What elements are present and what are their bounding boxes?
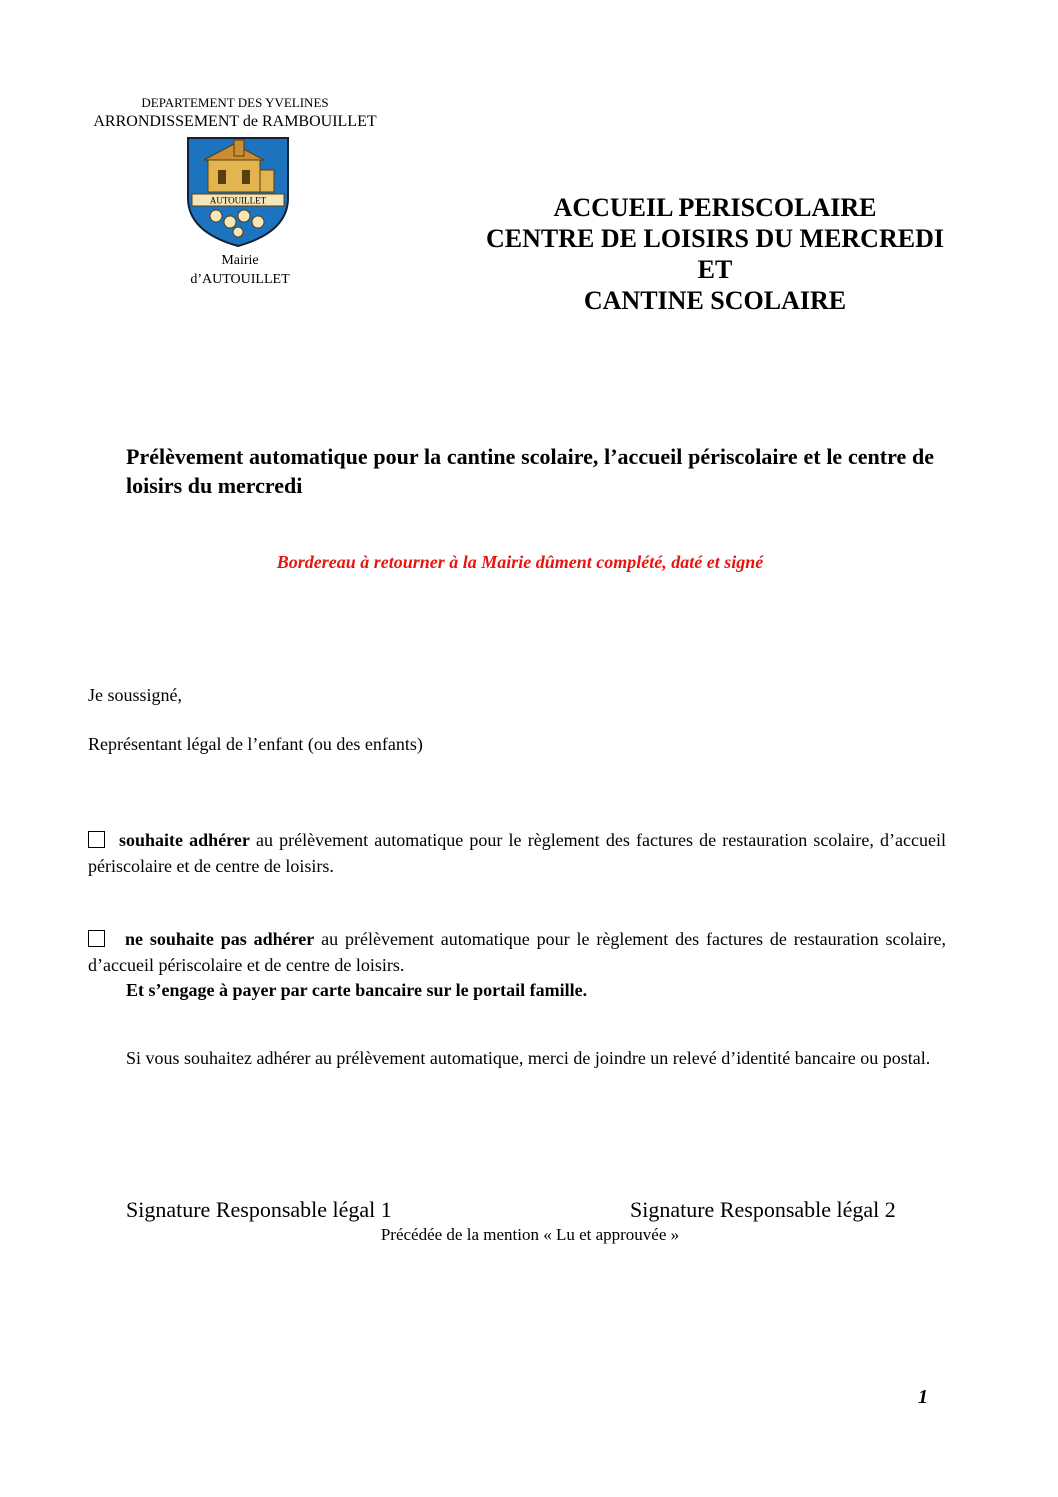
document-title [440,192,990,316]
mairie-line-2: d’AUTOUILLET [190,272,290,287]
rib-note: Si vous souhaitez adhérer au prélèvement automatique, merci de joindre un relevé d’identité bancaire ou postal. [126,1048,931,1068]
choice-adhere [88,827,946,879]
mairie-line-1: Mairie [221,253,259,268]
choice-not-adhere [88,926,946,978]
not-adhere-text: au prélèvement automatique pour le règlement des factures de restauration scolaire, d’accueil périscolaire et de centre de loisirs. [88,929,946,975]
adhere-text: au prélèvement automatique pour le règlement des factures de restauration scolaire, d’accueil périscolaire et de centre de loisirs. [88,830,946,876]
autouillet-crest-logo [186,136,290,248]
crest-shield-icon [186,136,290,248]
return-instruction: Bordereau à retourner à la Mairie dûment complété, daté et signé [276,552,764,572]
signature-legal-1: Signature Responsable légal 1 [126,1197,392,1222]
not-adhere-checkbox[interactable] [88,930,105,947]
crest-label: AUTOUILLET [209,195,267,206]
title-line-3: ET [697,255,733,284]
arrondissement-label: ARRONDISSEMENT de RAMBOUILLET [93,113,377,130]
adhere-bold-label: souhaite adhérer [119,830,250,850]
not-adhere-bold-label: ne souhaite pas adhérer [125,929,315,949]
title-line-4: CANTINE SCOLAIRE [583,286,847,315]
title-line-2: CENTRE DE LOISIRS DU MERCREDI [486,224,944,253]
form-heading: Prélèvement automatique pour la cantine scolaire, l’accueil périscolaire et le centre de loisirs du mercredi [126,444,934,498]
intro-line-2: Représentant légal de l’enfant (ou des enfants) [88,734,423,754]
signature-mention: Précédée de la mention « Lu et approuvée » [380,1225,680,1244]
department-label: DEPARTEMENT DES YVELINES [141,95,329,110]
signature-legal-2: Signature Responsable légal 2 [630,1197,896,1222]
adhere-checkbox[interactable] [88,831,105,848]
page-number: 1 [918,1386,928,1408]
title-line-1: ACCUEIL PERISCOLAIRE [553,193,877,222]
card-payment-commitment: Et s’engage à payer par carte bancaire sur le portail famille. [126,980,588,1000]
intro-line-1: Je soussigné, [88,685,182,705]
